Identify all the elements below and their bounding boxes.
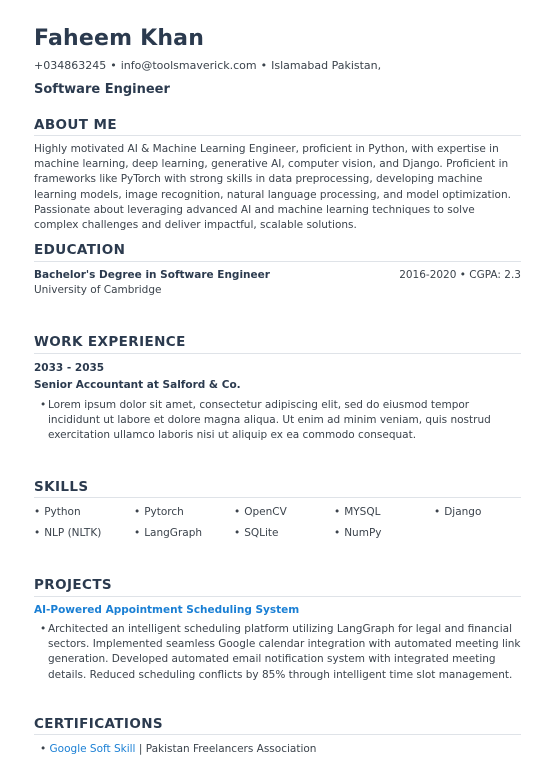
bullet-dot: •	[34, 506, 41, 518]
education-meta: 2016-2020 • CGPA: 2.3	[399, 269, 521, 281]
job-description-text: Lorem ipsum dolor sit amet, consectetur adipiscing elit, sed do eiusmod tempor incididunt ut labore et dolore magna aliqua. Ut enim ad minim veniam, quis nostrud exercitation ullamco laboris nisi ut aliquip ex ea commodo consequat.	[48, 399, 491, 442]
skill-item	[134, 526, 234, 540]
section-title-work: WORK EXPERIENCE	[34, 334, 186, 350]
section-title-projects: PROJECTS	[34, 577, 113, 593]
section-title-skills: SKILLS	[34, 479, 89, 495]
section-divider	[34, 596, 521, 597]
skill-label: Pytorch	[144, 506, 184, 518]
skill-label: Django	[444, 506, 482, 518]
job-period: 2033 - 2035	[34, 362, 105, 374]
certification-item	[40, 743, 316, 755]
email-address[interactable]: info@toolsmaverick.com	[120, 59, 257, 72]
bullet-dot: •	[134, 527, 141, 539]
section-title-certifications: CERTIFICATIONS	[34, 716, 164, 732]
skill-label: LangGraph	[144, 527, 203, 539]
phone-number: +034863245	[34, 59, 107, 72]
job-title: Senior Accountant at Salford & Co.	[34, 379, 241, 391]
section-divider	[34, 135, 521, 136]
skill-item	[334, 526, 434, 540]
job-description	[40, 398, 522, 444]
candidate-name: Faheem Khan	[34, 26, 205, 51]
certification-divider: |	[138, 743, 143, 755]
skill-label: NumPy	[344, 527, 382, 539]
bullet-dot: •	[434, 506, 441, 518]
project-title-link[interactable]: AI-Powered Appointment Scheduling System	[34, 604, 300, 616]
skill-item	[234, 505, 334, 519]
bullet-dot: •	[134, 506, 141, 518]
skill-item	[434, 505, 534, 519]
skill-label: Python	[44, 506, 81, 518]
bullet-dot: •	[40, 743, 47, 755]
section-title-education: EDUCATION	[34, 242, 126, 258]
section-divider	[34, 497, 521, 498]
contact-separator: •	[110, 59, 117, 72]
certification-issuer: Pakistan Freelancers Association	[145, 743, 317, 755]
bullet-dot: •	[334, 506, 341, 518]
section-divider	[34, 734, 521, 735]
project-description-text: Architected an intelligent scheduling platform utilizing LangGraph for legal and financial sectors. Implemented seamless Google calendar integration with automated meeting link generation. Developed automated email notification system with integrated meeting details. Reduced scheduling conflicts by 85% through intelligent time slot management.	[48, 623, 521, 681]
bullet-dot: •	[334, 527, 341, 539]
skill-item	[234, 526, 334, 540]
education-school: University of Cambridge	[34, 284, 162, 296]
role-title: Software Engineer	[34, 82, 170, 97]
skill-label: MYSQL	[344, 506, 381, 518]
skill-item	[334, 505, 434, 519]
skill-label: SQLite	[244, 527, 279, 539]
skill-label: NLP (NLTK)	[44, 527, 102, 539]
skill-item	[34, 505, 134, 519]
skill-label: OpenCV	[244, 506, 287, 518]
education-degree: Bachelor's Degree in Software Engineer	[34, 269, 270, 281]
section-title-about: ABOUT ME	[34, 117, 117, 133]
skill-item	[34, 526, 134, 540]
contact-line	[34, 59, 381, 72]
section-divider	[34, 353, 521, 354]
skills-list	[34, 505, 534, 540]
about-text: Highly motivated AI & Machine Learning Engineer, proficient in Python, with expertise in machine learning, deep learning, generative AI, computer vision, and Django. Proficient in frameworks like PyTorch with strong skills in data preprocessing, developing machine learning models, image recognition, natural language processing, and model optimization. Passionate about leveraging advanced AI and machine learning techniques to solve complex challenges and deliver impactful, scalable solutions.	[34, 143, 511, 232]
bullet-dot: •	[40, 399, 47, 411]
contact-separator: •	[260, 59, 268, 72]
skill-item	[134, 505, 234, 519]
bullet-dot: •	[34, 527, 41, 539]
bullet-dot: •	[234, 527, 241, 539]
project-description	[40, 622, 522, 683]
section-divider	[34, 261, 521, 262]
location: Islamabad Pakistan,	[271, 59, 382, 72]
bullet-dot: •	[40, 623, 47, 635]
certification-name-link[interactable]: Google Soft Skill	[49, 743, 136, 755]
bullet-dot: •	[234, 506, 241, 518]
